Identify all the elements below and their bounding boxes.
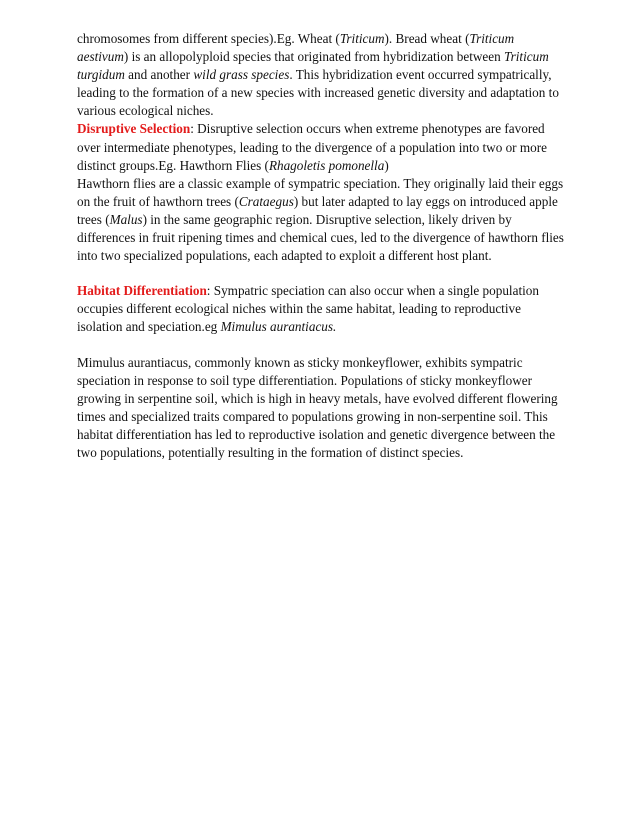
text-run: : Disruptive selection occurs when extreme phenotypes are favored over intermediate phenotypes, leading to the divergence of a population into two or more distinct groups.Eg. Hawthorn Flies ( <box>77 121 547 173</box>
italic-term: Mimulus aurantiacus. <box>220 319 337 335</box>
text-run: ). Bread wheat ( <box>384 31 470 46</box>
paragraph-habitat-differentiation <box>77 282 567 336</box>
italic-term: Triticum aestivum <box>77 31 515 65</box>
text-run: . This hybridization event occurred sympatrically, leading to the formation of a new species with increased genetic diversity and adaptation to various ecological niches. <box>77 67 559 119</box>
section-heading-habitat-differentiation: Habitat Differentiation <box>77 283 207 299</box>
paragraph-disruptive-selection <box>77 120 567 174</box>
italic-term: wild grass species <box>193 67 290 83</box>
section-heading-disruptive-selection: Disruptive Selection <box>77 121 191 137</box>
paragraph-wheat-example <box>77 30 567 120</box>
italic-term: Crataegus <box>238 193 294 209</box>
paragraph-hawthorn-flies <box>77 175 567 265</box>
italic-term: Triticum turgidum <box>77 49 549 83</box>
text-run: ) but later adapted to lay eggs on introduced apple trees ( <box>77 193 558 227</box>
paragraph-mimulus <box>77 354 567 463</box>
text-run: ) in the same geographic region. Disruptive selection, likely driven by differences in fruit ripening times and chemical cues, led to the divergence of hawthorn flies into two specialized populations, each adapted to exploit a different host plant. <box>77 211 564 264</box>
text-run: Mimulus aurantiacus, commonly known as sticky monkeyflower, exhibits sympatric speciation in response to soil type differentiation. Populations of sticky monkeyflower growing in serpentine soil, which is high in heavy metals, have evolved different flowering times and specialized traits compared to populations growing in non-serpentine soil. This habitat differentiation has led to reproductive isolation and genetic divergence between the two populations, potentially resulting in the formation of distinct species. <box>77 354 558 460</box>
italic-term: Triticum <box>339 31 385 46</box>
text-run: and another <box>124 67 194 83</box>
text-run: Hawthorn flies are a classic example of sympatric speciation. They originally laid their eggs on the fruit of hawthorn trees ( <box>77 175 564 209</box>
italic-term: Malus <box>109 211 143 227</box>
text-run: chromosomes from different species).Eg. Wheat ( <box>77 31 340 46</box>
text-run: ) <box>384 157 389 173</box>
italic-term: Rhagoletis pomonella <box>268 157 385 173</box>
text-run: ) is an allopolyploid species that originated from hybridization between <box>123 49 505 65</box>
text-run: : Sympatric speciation can also occur when a single population occupies different ecological niches within the same habitat, leading to reproductive isolation and speciation.eg <box>77 283 539 335</box>
document-page <box>77 30 567 462</box>
